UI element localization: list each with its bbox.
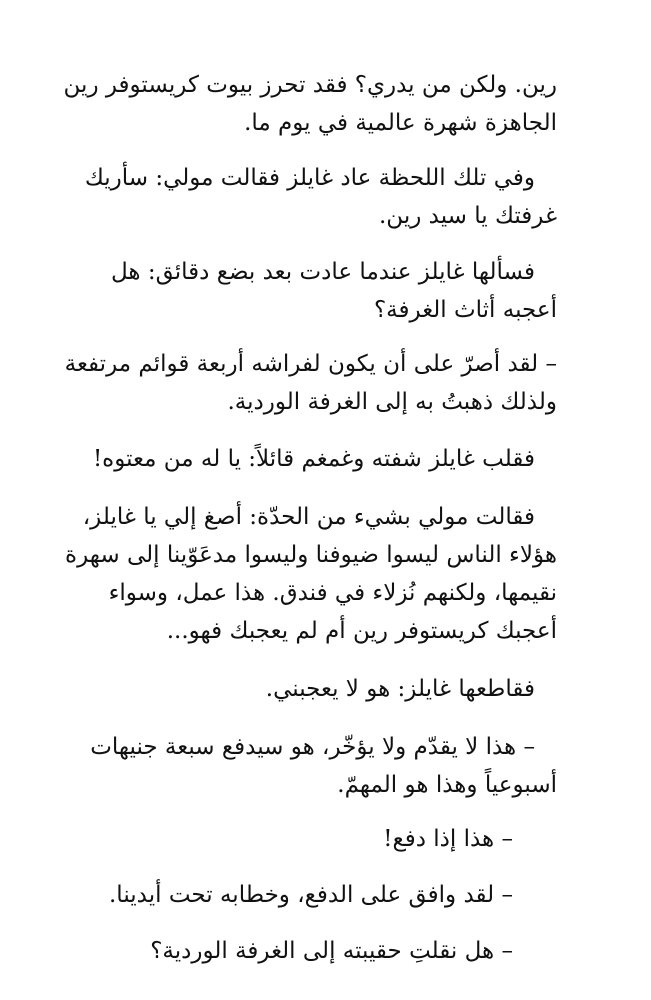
text-line: – هذا إذا دفع!: [383, 826, 513, 852]
paragraph-4: [40, 345, 557, 421]
paragraph-6: [40, 498, 557, 650]
text-line: الجاهزة شهرة عالمية في يوم ما.: [244, 110, 557, 136]
text-line: فقلب غايلز شفته وغمغم قائلاً: يا له من معتوه!: [92, 446, 535, 472]
paragraph-1: [40, 66, 557, 142]
text-line: رين. ولكن من يدري؟ فقد تحرز بيوت كريستوفر رين: [63, 72, 557, 98]
text-line: نقيمها، ولكنهم نُزلاء في فندق. هذا عمل، وسواء: [108, 580, 557, 606]
paragraph-2: [40, 159, 557, 235]
paragraph-9: [40, 820, 557, 858]
text-line: أعجبك كريستوفر رين أم لم يعجبك فهو...: [166, 618, 557, 644]
text-line: – هذا لا يقدّم ولا يؤخّر، هو سيدفع سبعة جنيهات: [90, 734, 535, 760]
text-line: وفي تلك اللحظة عاد غايلز فقالت مولي: سأريك: [84, 165, 535, 191]
text-line: أسبوعياً وهذا هو المهمّ.: [337, 772, 557, 798]
text-line: فقالت مولي بشيء من الحدّة: أصغ إلي يا غايلز،: [82, 504, 535, 530]
text-line: هؤلاء الناس ليسوا ضيوفنا وليسوا مدعَوّينا إلى سهرة: [65, 542, 557, 568]
paragraph-3: [40, 253, 557, 329]
text-line: – هل نقلتِ حقيبته إلى الغرفة الوردية؟: [150, 938, 513, 964]
text-line: ولذلك ذهبتُ به إلى الغرفة الوردية.: [227, 389, 557, 415]
text-line: غرفتك يا سيد رين.: [379, 203, 557, 229]
text-line: فسألها غايلز عندما عادت بعد بضع دقائق: هل: [110, 259, 535, 285]
text-line: أعجبه أثاث الغرفة؟: [373, 297, 557, 323]
text-line: فقاطعها غايلز: هو لا يعجبني.: [265, 676, 535, 702]
paragraph-5: [40, 440, 557, 478]
paragraph-8: [40, 728, 557, 804]
paragraph-10: [40, 876, 557, 914]
text-line: – لقد أصرّ على أن يكون لفراشه أربعة قوائم مرتفعة: [64, 351, 557, 377]
paragraph-11: [40, 932, 557, 970]
text-line: – لقد وافق على الدفع، وخطابه تحت أيدينا.: [109, 882, 513, 908]
paragraph-7: [40, 670, 557, 708]
